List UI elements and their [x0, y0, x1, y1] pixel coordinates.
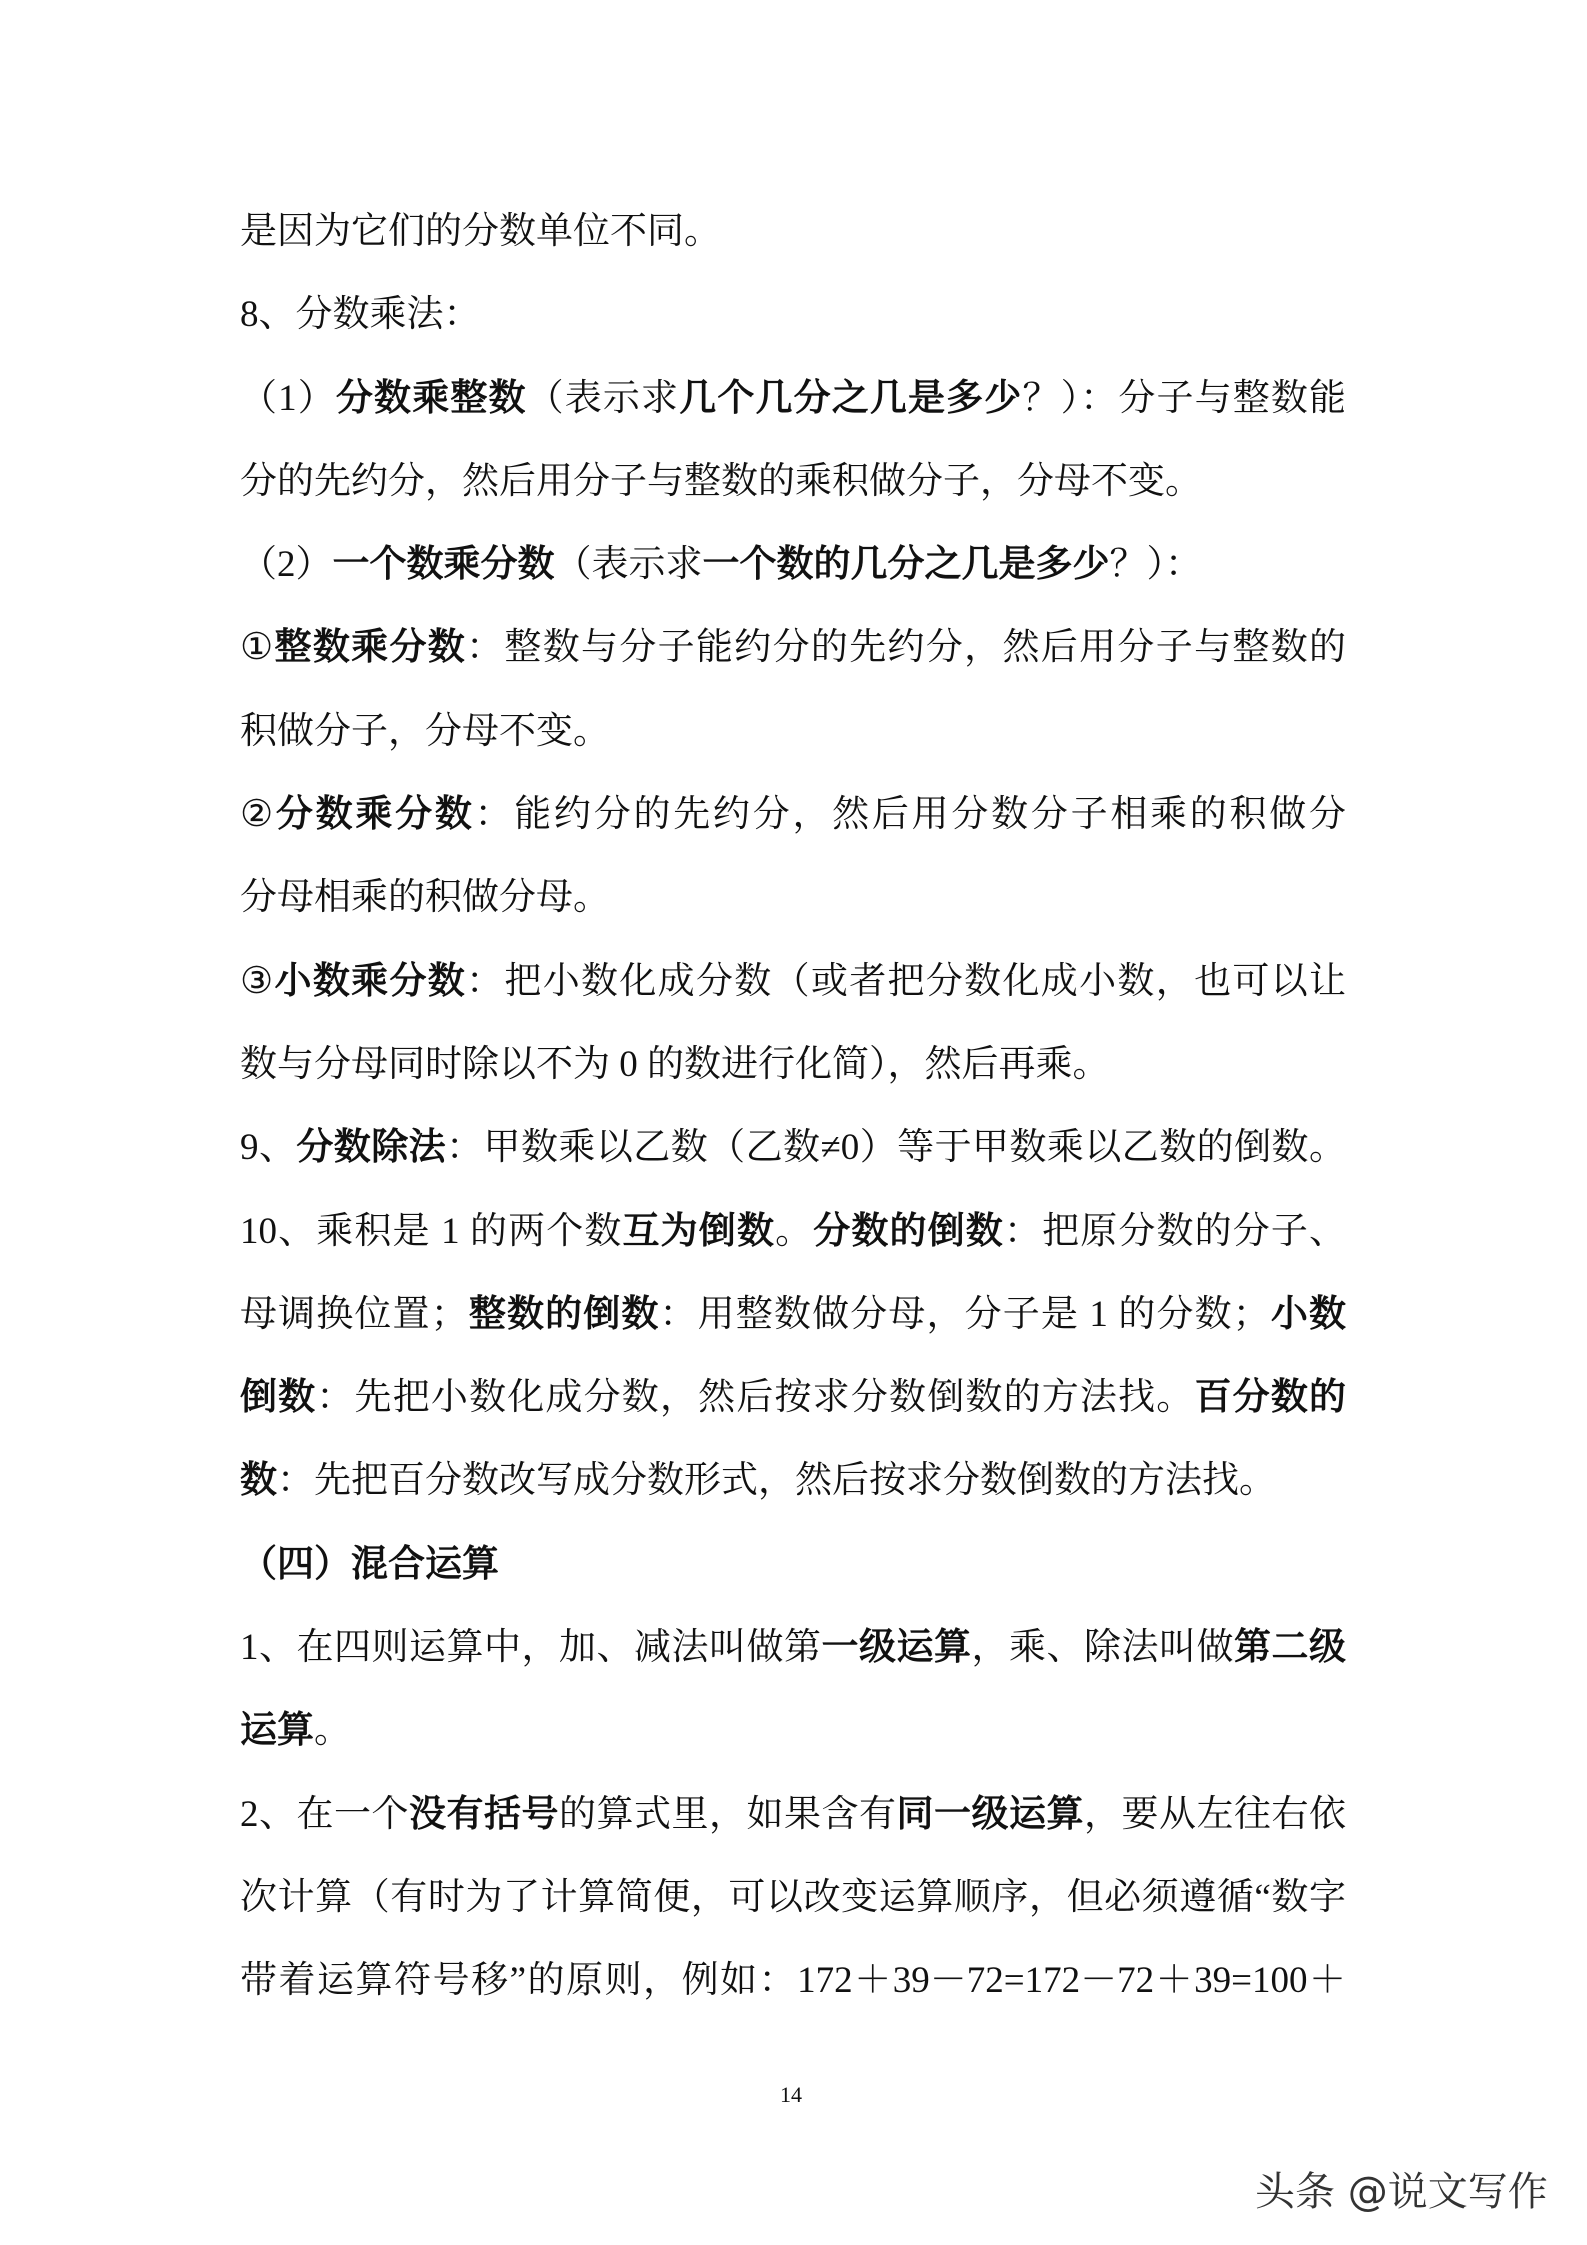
text-line [240, 940, 1346, 1023]
bold-term: 分数乘分数 [275, 794, 475, 836]
page-number: 14 [780, 2082, 802, 2107]
text-line [240, 1606, 1346, 1689]
text-segment: 母调换位置； [240, 1293, 468, 1335]
bold-term: 小数乘分数 [274, 960, 467, 1002]
text-line [240, 606, 1346, 689]
text-line [240, 1439, 1346, 1522]
text-segment: ：整数与分子能约分的先约分，然后用分子与整数的 [466, 627, 1346, 669]
watermark: 头条 @说文写作 [1255, 2169, 1548, 2215]
text-line [240, 856, 1346, 939]
bold-term: 分数的倒数 [813, 1210, 1004, 1252]
text-segment: ：把小数化成分数（或者把分数化成小数，也可以让 [466, 960, 1346, 1002]
text-line [240, 1190, 1346, 1273]
bold-term: 几个几分之几是多少 [679, 377, 1023, 419]
text-line [240, 1773, 1346, 1856]
text-segment: ② [240, 794, 276, 836]
text-segment: 积做分子，分母不变。 [240, 710, 610, 752]
text-segment: ：先把百分数改写成分数形式，然后按求分数倒数的方法找。 [277, 1460, 1276, 1502]
text-segment: 8、分数乘法： [240, 294, 481, 336]
bold-term: （四）混合运算 [240, 1543, 499, 1585]
text-segment: ，乘、除法叫做 [971, 1627, 1234, 1669]
text-segment: 9、 [240, 1127, 297, 1169]
bold-term: 分数乘整数 [335, 377, 527, 419]
text-segment: ③ [240, 960, 275, 1002]
bold-term: 小数 [1269, 1293, 1346, 1335]
text-line [240, 1023, 1346, 1106]
text-segment: 1、在四则运算中，加、减法叫做第 [240, 1627, 822, 1669]
text-segment: ：先把小数化成分数，然后按求分数倒数的方法找。 [316, 1377, 1195, 1419]
text-line [240, 690, 1346, 773]
bold-term: 倒数 [240, 1377, 317, 1419]
text-segment: ① [240, 627, 275, 669]
text-line [240, 1689, 1346, 1772]
bold-term: 运算 [240, 1710, 314, 1752]
text-line [240, 1939, 1346, 2022]
text-line [240, 357, 1346, 440]
text-line [240, 190, 1346, 273]
text-segment: （表示求 [554, 544, 703, 586]
text-segment: 带着运算符号移”的原则，例如：172＋39－72=172－72＋39=100＋ [240, 1960, 1346, 2002]
text-line [240, 440, 1346, 523]
text-segment: ？）： [1109, 544, 1202, 586]
bold-term: 整数乘分数 [274, 627, 467, 669]
bold-term: 分数除法 [296, 1127, 447, 1169]
text-segment: （表示求 [526, 377, 680, 419]
text-segment: 。 [775, 1210, 814, 1252]
text-line [240, 1106, 1346, 1189]
bold-term: 一个数乘分数 [332, 544, 555, 586]
text-segment: 数与分母同时除以不为 0 的数进行化简），然后再乘。 [240, 1043, 1110, 1085]
bold-term: 第二级 [1234, 1627, 1346, 1669]
bold-term: 数 [240, 1460, 277, 1502]
text-segment: 是因为它们的分数单位不同。 [240, 211, 721, 252]
text-segment: ？）：分子与整数能 [1022, 377, 1346, 419]
text-segment: ：甲数乘以乙数（乙数≠0）等于甲数乘以乙数的倒数。 [446, 1127, 1346, 1169]
bold-term: 一个数的几分之几是多少 [702, 544, 1110, 586]
bold-term: 同一级运算 [896, 1793, 1084, 1835]
text-line [240, 1856, 1346, 1939]
bold-term: 一级运算 [821, 1627, 972, 1669]
bold-term: 没有括号 [409, 1793, 559, 1835]
text-line [240, 1273, 1346, 1356]
text-segment: 次计算（有时为了计算简便，可以改变运算顺序，但必须遵循“数字 [240, 1876, 1346, 1918]
text-segment: 2、在一个 [240, 1793, 409, 1835]
text-segment: 的算式里，如果含有 [559, 1793, 897, 1835]
text-line [240, 1356, 1346, 1439]
text-segment: ：用整数做分母，分子是 1 的分数； [659, 1293, 1270, 1335]
text-line [240, 523, 1346, 606]
text-line [240, 773, 1346, 856]
text-segment: （1） [240, 377, 336, 419]
text-segment: ，要从左往右依 [1084, 1793, 1346, 1835]
text-line [240, 273, 1346, 356]
text-line [240, 1523, 1346, 1606]
text-segment: （2） [240, 544, 333, 586]
text-segment: ：把原分数的分子、 [1003, 1210, 1346, 1252]
bold-term: 整数的倒数 [467, 1293, 660, 1335]
bold-term: 互为倒数 [622, 1210, 776, 1252]
text-segment: 分母相乘的积做分母。 [240, 877, 610, 919]
bold-term: 百分数的 [1194, 1377, 1346, 1419]
text-segment: 。 [314, 1710, 351, 1752]
document-body [240, 190, 1346, 2023]
text-segment: 10、乘积是 1 的两个数 [240, 1210, 623, 1252]
text-segment: ：能约分的先约分，然后用分数分子相乘的积做分 [474, 794, 1346, 836]
text-segment: 分的先约分，然后用分子与整数的乘积做分子，分母不变。 [240, 460, 1202, 502]
